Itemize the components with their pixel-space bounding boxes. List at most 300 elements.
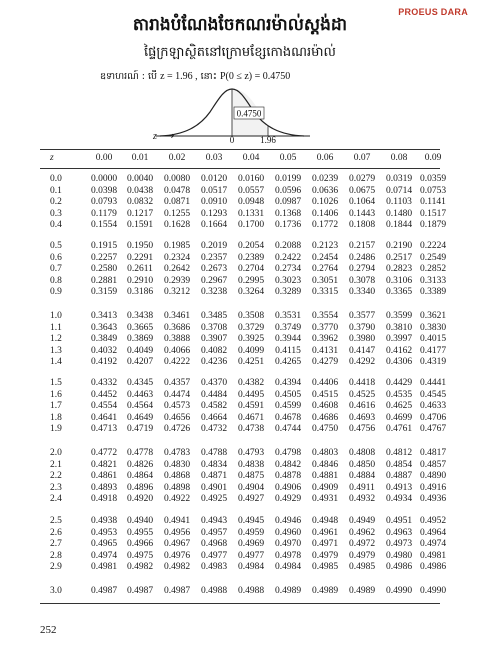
table-cell: 0.4973	[385, 539, 413, 550]
row-z-value: 2.0	[50, 448, 62, 458]
zero-tick-label: 0	[229, 135, 235, 144]
row-z-value: 1.5	[50, 378, 62, 388]
table-cell: 0.1628	[163, 220, 191, 231]
row-z-value: 1.0	[50, 311, 62, 321]
table-row	[40, 586, 447, 597]
table-row	[40, 494, 447, 505]
table-cell: 0.2422	[274, 252, 302, 263]
row-z-value: 2.9	[50, 562, 62, 573]
table-row	[40, 174, 447, 185]
table-cell: 0.0080	[163, 174, 191, 184]
table-cell: 0.4976	[163, 550, 191, 561]
table-cell: 0.4972	[348, 539, 376, 550]
table-cell: 0.4382	[237, 378, 265, 388]
table-cell: 0.4192	[90, 357, 118, 368]
table-cell: 0.4984	[237, 562, 265, 573]
table-cell: 0.4974	[419, 539, 447, 550]
table-cell: 0.2852	[419, 264, 447, 275]
table-cell: 0.4177	[419, 345, 447, 356]
table-cell: 0.1808	[348, 220, 376, 231]
column-header-z: z	[50, 153, 54, 163]
table-cell: 0.4986	[419, 562, 447, 573]
table-cell: 0.2939	[163, 275, 191, 286]
table-cell: 0.4977	[237, 550, 265, 561]
row-z-value: 2.5	[50, 516, 62, 526]
table-cell: 0.2734	[274, 264, 302, 275]
table-cell: 0.4821	[90, 459, 118, 470]
table-cell: 0.2704	[237, 264, 265, 275]
table-cell: 0.4913	[385, 482, 413, 493]
table-cell: 0.4495	[237, 389, 265, 400]
table-cell: 0.3508	[237, 311, 265, 321]
table-cell: 0.4554	[90, 401, 118, 412]
row-z-value: 3.0	[50, 586, 62, 596]
table-row	[40, 389, 447, 401]
table-cell: 0.0948	[237, 197, 265, 208]
table-cell: 0.3289	[274, 287, 302, 298]
table-cell: 0.4535	[385, 389, 413, 400]
table-cell: 0.0120	[200, 174, 228, 184]
table-cell: 0.4929	[274, 494, 302, 505]
table-cell: 0.4979	[348, 550, 376, 561]
table-cell: 0.1443	[348, 208, 376, 219]
table-cell: 0.2881	[90, 275, 118, 286]
table-cell: 0.4984	[274, 562, 302, 573]
table-cell: 0.0910	[200, 197, 228, 208]
table-cell: 0.3749	[274, 322, 302, 333]
table-cell: 0.4941	[163, 516, 191, 526]
table-cell: 0.4952	[419, 516, 447, 526]
table-cell: 0.2190	[385, 241, 413, 251]
table-cell: 0.4633	[419, 401, 447, 412]
table-cell: 0.4946	[274, 516, 302, 526]
table-cell: 0.4988	[200, 586, 228, 596]
table-cell: 0.4678	[274, 412, 302, 423]
table-cell: 0.4925	[200, 494, 228, 505]
table-cell: 0.4842	[274, 459, 302, 470]
table-cell: 0.4147	[348, 345, 376, 356]
example-probability: P(0 ≤ z) = 0.4750	[219, 71, 291, 82]
table-cell: 0.4918	[90, 494, 118, 505]
table-row	[40, 311, 447, 322]
row-z-value: 2.4	[50, 494, 62, 505]
table-cell: 0.4981	[90, 562, 118, 573]
table-cell: 0.4591	[237, 401, 265, 412]
table-cell: 0.4474	[163, 389, 191, 400]
table-cell: 0.4699	[385, 412, 413, 423]
table-cell: 0.4881	[311, 471, 339, 482]
table-cell: 0.4961	[311, 527, 339, 538]
table-cell: 0.4573	[163, 401, 191, 412]
table-header-row	[40, 153, 440, 164]
table-cell: 0.4370	[200, 378, 228, 388]
table-cell: 0.4505	[274, 389, 302, 400]
row-z-value: 1.4	[50, 357, 62, 368]
row-z-value: 2.6	[50, 527, 62, 538]
table-row	[40, 482, 447, 494]
table-cell: 0.4960	[274, 527, 302, 538]
table-cell: 0.4963	[385, 527, 413, 538]
table-row	[40, 527, 447, 539]
table-cell: 0.4854	[385, 459, 413, 470]
table-cell: 0.2224	[419, 241, 447, 251]
table-cell: 0.0596	[274, 185, 302, 196]
table-cell: 0.4985	[348, 562, 376, 573]
table-cell: 0.3365	[385, 287, 413, 298]
table-cell: 0.4898	[163, 482, 191, 493]
table-cell: 0.0793	[90, 197, 118, 208]
table-cell: 0.4608	[311, 401, 339, 412]
table-cell: 0.4927	[237, 494, 265, 505]
table-cell: 0.2967	[200, 275, 228, 286]
table-cell: 0.1772	[311, 220, 339, 231]
row-z-value: 0.8	[50, 275, 62, 286]
table-cell: 0.4032	[90, 345, 118, 356]
table-cell: 0.1591	[126, 220, 154, 231]
table-cell: 0.1103	[386, 197, 412, 208]
table-cell: 0.4484	[200, 389, 228, 400]
table-cell: 0.4938	[90, 516, 118, 526]
table-cell: 0.4292	[348, 357, 376, 368]
row-z-value: 0.6	[50, 252, 62, 263]
table-cell: 0.4545	[419, 389, 447, 400]
table-cell: 0.0319	[385, 174, 413, 184]
table-cell: 0.2454	[311, 252, 339, 263]
column-header: 0.08	[390, 153, 408, 163]
table-cell: 0.1368	[274, 208, 302, 219]
table-cell: 0.4830	[163, 459, 191, 470]
table-cell: 0.4625	[385, 401, 413, 412]
table-cell: 0.4656	[163, 412, 191, 423]
table-row	[40, 357, 447, 368]
table-cell: 0.4916	[419, 482, 447, 493]
table-cell: 0.2910	[126, 275, 154, 286]
table-cell: 0.4803	[311, 448, 339, 458]
table-cell: 0.0160	[237, 174, 265, 184]
table-cell: 0.4162	[385, 345, 413, 356]
table-cell: 0.1064	[348, 197, 376, 208]
table-cell: 0.4664	[200, 412, 228, 423]
table-cell: 0.4957	[200, 527, 228, 538]
table-cell: 0.1879	[419, 220, 447, 231]
table-cell: 0.4808	[348, 448, 376, 458]
table-cell: 0.4975	[126, 550, 154, 561]
table-cell: 0.0398	[90, 185, 118, 196]
table-cell: 0.4987	[126, 586, 154, 596]
table-cell: 0.3438	[126, 311, 154, 321]
table-row	[40, 345, 447, 357]
row-z-value: 2.8	[50, 550, 62, 561]
table-cell: 0.2549	[419, 252, 447, 263]
table-cell: 0.4207	[126, 357, 154, 368]
table-cell: 0.4983	[200, 562, 228, 573]
table-cell: 0.1141	[420, 197, 446, 208]
table-bottom-rule	[40, 603, 440, 604]
table-cell: 0.4616	[348, 401, 376, 412]
table-cell: 0.1554	[90, 220, 118, 231]
table-top-rule	[40, 149, 440, 150]
column-header: 0.07	[353, 153, 371, 163]
table-cell: 0.1217	[126, 208, 154, 219]
table-cell: 0.4953	[90, 527, 118, 538]
table-cell: 0.4945	[237, 516, 265, 526]
table-cell: 0.4911	[349, 482, 375, 493]
row-z-value: 2.7	[50, 539, 62, 550]
table-cell: 0.3264	[237, 287, 265, 298]
table-cell: 0.2823	[385, 264, 413, 275]
table-cell: 0.4968	[200, 539, 228, 550]
table-cell: 0.4131	[311, 345, 339, 356]
table-cell: 0.1844	[385, 220, 413, 231]
table-cell: 0.3212	[163, 287, 191, 298]
row-z-value: 1.7	[50, 401, 62, 412]
table-cell: 0.4693	[348, 412, 376, 423]
row-z-value: 2.3	[50, 482, 62, 493]
example-prefix: ឧទាហរណ៍ : បើ	[100, 71, 158, 82]
table-cell: 0.3907	[200, 334, 228, 345]
normal-curve-svg	[150, 86, 330, 144]
table-cell: 0.4965	[90, 539, 118, 550]
table-cell: 0.4871	[200, 471, 228, 482]
table-row	[40, 197, 446, 208]
table-cell: 0.0675	[348, 185, 376, 196]
row-z-value: 1.6	[50, 389, 62, 400]
table-cell: 0.4719	[126, 424, 154, 435]
table-cell: 0.4988	[237, 586, 265, 596]
table-cell: 0.1664	[200, 220, 228, 231]
table-cell: 0.0557	[237, 185, 265, 196]
table-cell: 0.3531	[274, 311, 302, 321]
table-cell: 0.2054	[237, 241, 265, 251]
table-row	[40, 562, 447, 573]
table-row	[40, 424, 447, 435]
table-cell: 0.2764	[311, 264, 339, 275]
table-cell: 0.2642	[163, 264, 191, 275]
table-cell: 0.4901	[200, 482, 228, 493]
table-cell: 0.4394	[274, 378, 302, 388]
column-header: 0.02	[168, 153, 186, 163]
table-cell: 0.4406	[311, 378, 339, 388]
watermark: PROEUS DARA	[398, 7, 468, 17]
table-cell: 0.3078	[348, 275, 376, 286]
table-cell: 0.4868	[163, 471, 191, 482]
table-cell: 0.2517	[385, 252, 413, 263]
table-cell: 0.4452	[90, 389, 118, 400]
table-cell: 0.4970	[274, 539, 302, 550]
table-cell: 0.4015	[419, 334, 447, 345]
table-cell: 0.4977	[200, 550, 228, 561]
table-cell: 0.4750	[311, 424, 339, 435]
table-cell: 0.4964	[419, 527, 447, 538]
table-cell: 0.4641	[90, 412, 118, 423]
area-label: 0.4750	[236, 108, 262, 119]
table-row	[40, 459, 447, 471]
table-cell: 0.4959	[237, 527, 265, 538]
table-cell: 0.4767	[419, 424, 447, 435]
row-z-value: 1.9	[50, 424, 62, 435]
table-cell: 0.4887	[385, 471, 413, 482]
table-cell: 0.4686	[311, 412, 339, 423]
table-cell: 0.1480	[385, 208, 413, 219]
row-z-value: 1.8	[50, 412, 62, 423]
column-header: 0.00	[95, 153, 113, 163]
table-cell: 0.0438	[126, 185, 154, 196]
table-cell: 0.3980	[348, 334, 376, 345]
table-cell: 0.2673	[200, 264, 228, 275]
table-cell: 0.3485	[200, 311, 228, 321]
table-cell: 0.4969	[237, 539, 265, 550]
table-cell: 0.4966	[126, 539, 154, 550]
table-cell: 0.0239	[311, 174, 339, 184]
example-line	[100, 70, 290, 84]
table-cell: 0.4564	[126, 401, 154, 412]
table-row	[40, 275, 447, 287]
table-row	[40, 401, 447, 412]
table-cell: 0.4236	[200, 357, 228, 368]
table-cell: 0.2389	[237, 252, 265, 263]
table-cell: 0.4115	[275, 345, 301, 356]
row-z-value: 0.2	[50, 197, 62, 208]
page-subtitle: ផ្ទៃក្រឡាស្ថិតនៅក្រោមខ្សែកោងណរម៉ាល់	[144, 45, 336, 60]
table-cell: 0.4909	[311, 482, 339, 493]
table-cell: 0.0871	[163, 197, 191, 208]
table-row	[40, 412, 447, 424]
table-row	[40, 185, 447, 197]
table-cell: 0.4649	[126, 412, 154, 423]
table-cell: 0.4788	[200, 448, 228, 458]
table-cell: 0.4890	[419, 471, 447, 482]
table-row	[40, 220, 447, 231]
table-cell: 0.3888	[163, 334, 191, 345]
row-z-value: 0.0	[50, 174, 62, 184]
table-cell: 0.3461	[163, 311, 191, 321]
table-cell: 0.4099	[237, 345, 265, 356]
table-cell: 0.4357	[163, 378, 191, 388]
table-cell: 0.1915	[90, 241, 118, 251]
table-cell: 0.2611	[127, 264, 153, 275]
table-row	[40, 241, 447, 252]
table-cell: 0.4251	[237, 357, 265, 368]
table-cell: 0.2123	[311, 241, 339, 251]
table-cell: 0.4599	[274, 401, 302, 412]
table-cell: 0.3665	[126, 322, 154, 333]
table-cell: 0.0000	[90, 174, 118, 184]
table-cell: 0.1255	[163, 208, 191, 219]
table-row	[40, 516, 447, 527]
row-z-value: 0.1	[50, 185, 62, 196]
table-cell: 0.4812	[385, 448, 413, 458]
table-cell: 0.4936	[419, 494, 447, 505]
table-cell: 0.4948	[311, 516, 339, 526]
table-cell: 0.4772	[90, 448, 118, 458]
table-cell: 0.0279	[348, 174, 376, 184]
table-cell: 0.4761	[385, 424, 413, 435]
row-z-value: 0.9	[50, 287, 62, 298]
table-cell: 0.2486	[348, 252, 376, 263]
table-cell: 0.4878	[274, 471, 302, 482]
table-cell: 0.2995	[237, 275, 265, 286]
table-cell: 0.3106	[385, 275, 413, 286]
table-cell: 0.3413	[90, 311, 118, 321]
table-cell: 0.4896	[126, 482, 154, 493]
table-cell: 0.3962	[311, 334, 339, 345]
table-cell: 0.4838	[237, 459, 265, 470]
table-cell: 0.3997	[385, 334, 413, 345]
table-cell: 0.3810	[385, 322, 413, 333]
normal-curve-figure	[150, 86, 330, 144]
table-cell: 0.3869	[126, 334, 154, 345]
table-cell: 0.4932	[348, 494, 376, 505]
table-cell: 0.1406	[311, 208, 339, 219]
table-cell: 0.2357	[200, 252, 228, 263]
table-cell: 0.2580	[90, 264, 118, 275]
column-header: 0.05	[279, 153, 297, 163]
table-cell: 0.4671	[237, 412, 265, 423]
row-z-value: 1.1	[50, 322, 62, 333]
table-cell: 0.4979	[311, 550, 339, 561]
table-cell: 0.4974	[90, 550, 118, 561]
table-cell: 0.4864	[126, 471, 154, 482]
table-cell: 0.3186	[126, 287, 154, 298]
table-cell: 0.3315	[311, 287, 339, 298]
table-cell: 0.4850	[348, 459, 376, 470]
table-cell: 0.3849	[90, 334, 118, 345]
table-cell: 0.4732	[200, 424, 228, 435]
table-cell: 0.4884	[348, 471, 376, 482]
table-cell: 0.4990	[419, 586, 447, 596]
table-cell: 0.4713	[90, 424, 118, 435]
table-cell: 0.4987	[90, 586, 118, 596]
table-row	[40, 252, 447, 264]
table-cell: 0.4875	[237, 471, 265, 482]
example-nao: នោះ	[200, 71, 217, 82]
table-cell: 0.4943	[200, 516, 228, 526]
table-cell: 0.4726	[163, 424, 191, 435]
table-cell: 0.4920	[126, 494, 154, 505]
table-header-rule	[40, 168, 440, 169]
table-cell: 0.2157	[348, 241, 376, 251]
table-row	[40, 448, 447, 459]
row-z-value: 2.1	[50, 459, 62, 470]
table-cell: 0.4906	[274, 482, 302, 493]
table-cell: 0.4306	[385, 357, 413, 368]
z-tick-label: 1.96	[260, 135, 276, 144]
table-cell: 0.3686	[163, 322, 191, 333]
table-cell: 0.4332	[90, 378, 118, 388]
table-row	[40, 208, 447, 220]
table-cell: 0.1736	[274, 220, 302, 231]
table-cell: 0.4345	[126, 378, 154, 388]
table-cell: 0.4934	[385, 494, 413, 505]
table-cell: 0.4989	[311, 586, 339, 596]
table-cell: 0.4971	[311, 539, 339, 550]
table-cell: 0.4951	[385, 516, 413, 526]
table-cell: 0.0359	[419, 174, 447, 184]
table-cell: 0.0478	[163, 185, 191, 196]
table-cell: 0.0040	[126, 174, 154, 184]
table-cell: 0.3159	[90, 287, 118, 298]
table-cell: 0.4793	[237, 448, 265, 458]
table-cell: 0.0199	[274, 174, 302, 184]
table-cell: 0.4922	[163, 494, 191, 505]
row-z-value: 1.3	[50, 345, 62, 356]
table-cell: 0.3643	[90, 322, 118, 333]
table-cell: 0.4986	[385, 562, 413, 573]
table-cell: 0.4980	[385, 550, 413, 561]
table-cell: 0.4429	[385, 378, 413, 388]
table-cell: 0.3770	[311, 322, 339, 333]
table-cell: 0.4981	[419, 550, 447, 561]
